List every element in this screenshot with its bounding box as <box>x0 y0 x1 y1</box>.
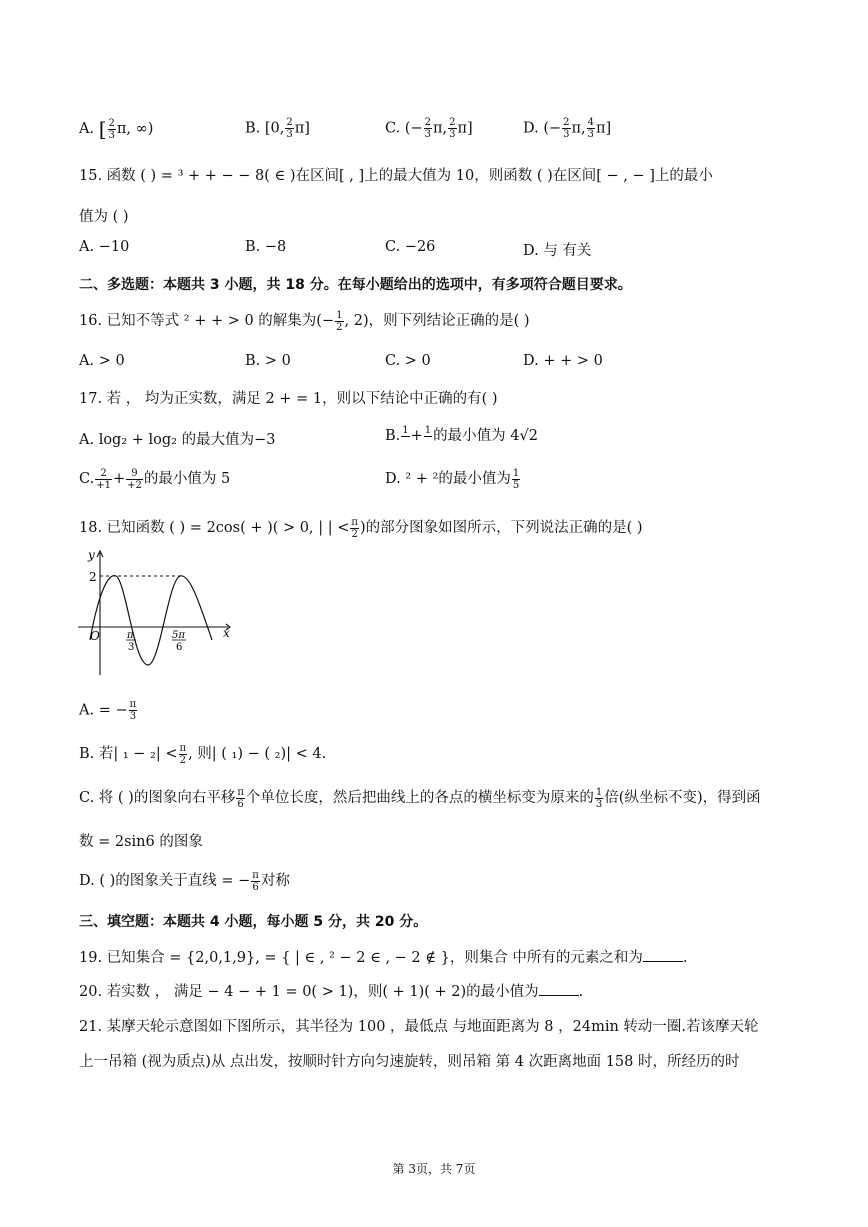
tick1-denominator: 3 <box>128 642 135 653</box>
q21-stem-line1: 21. 某摩天轮示意图如下图所示，其半径为 100 ，最低点 与地面距离为 8 ，24min 转动一圈.若该摩天轮 <box>79 1019 759 1035</box>
q16-stem: 16. 已知不等式 ² + + > 0 的解集为(− $\frac{1}{2}$ , 2)，则下列结论正确的是( ) <box>79 309 530 333</box>
q18-option-b: B. 若| ₁ − ₂| < $\frac{\pi}{2}$ , 则| ( ₁) − ( ₂)| < 4. <box>79 742 327 766</box>
q21-stem-line2: 上一吊箱 (视为质点)从 点出发，按顺时针方向匀速旋转，则吊箱 第 4 次距离地面 158 时，所经历的时 <box>79 1054 740 1070</box>
q18-option-d: D. ( )的图象关于直线 = − $\frac{\pi}{6}$ 对称 <box>79 869 290 893</box>
q15-option-b: B. −8 <box>245 239 287 255</box>
q15-option-d: D. 与 有关 <box>523 243 592 259</box>
x-axis-label: x <box>223 626 230 640</box>
cosine-curve <box>90 576 212 665</box>
q20-answer-blank[interactable] <box>539 983 579 996</box>
q14-option-c: C. (− $\frac{2}{3}$ π, $\frac{2}{3}$ π] <box>385 117 473 140</box>
q20-stem: 20. 若实数 ， 满足 − 4 − + 1 = 0( > 1)，则( + 1)( + 2)的最小值为 . <box>79 984 584 1000</box>
tick2-denominator: 6 <box>176 642 183 653</box>
q18-option-c: C. 将 ( )的图象向右平移 $\frac{\pi}{6}$ 个单位长度，然后把曲线上的各点的横坐标变为原来的 $\frac{1}{3}$ 倍(纵坐标不变)，得到函 <box>79 786 761 810</box>
q17-stem: 17. 若 ， 均为正实数，满足 2 + = 1，则以下结论中正确的有( ) <box>79 391 498 407</box>
q18-stem: 18. 已知函数 ( ) = 2cos( + )( > 0, | | < $\frac{\pi}{2}$ )的部分图象如图所示，下列说法正确的是( ) <box>79 516 643 540</box>
section-2-heading: 二、多选题：本题共 3 小题，共 18 分。在每小题给出的选项中，有多项符合题目要求。 <box>79 277 632 293</box>
q17-option-c: C. $\frac{2}{+1}$ + $\frac{9}{+2}$ 的最小值为 5 <box>79 467 231 491</box>
q14-option-b: B. [0, $\frac{2}{3}$ π] <box>245 117 310 140</box>
q17-option-b: B. 1 + 1 的最小值为 4√2 <box>385 424 538 444</box>
q18-option-c-line2: 数 = 2sin6 的图象 <box>79 834 203 850</box>
q16-option-a: A. > 0 <box>79 353 125 369</box>
tick1-numerator: π <box>127 630 134 641</box>
tick2-numerator: 5π <box>172 630 185 641</box>
page-footer: 第 3页，共 7页 <box>392 1162 476 1176</box>
q15-option-a: A. −10 <box>79 239 130 255</box>
section-3-heading: 三、填空题：本题共 4 小题，每小题 5 分，共 20 分。 <box>79 914 428 930</box>
q17-option-a: A. log₂ + log₂ 的最大值为−3 <box>79 432 276 448</box>
q18-cosine-graph <box>78 545 238 680</box>
y-axis-label: y <box>88 548 95 562</box>
peak-value-label: 2 <box>89 570 97 584</box>
q19-stem: 19. 已知集合 = {2,0,1,9}, = { | ∈ , ² − 2 ∈ , − 2 ∉ }，则集合 中所有的元素之和为 . <box>79 950 688 966</box>
q15-stem-line2: 值为 ( ) <box>79 209 129 225</box>
q15-option-c: C. −26 <box>385 239 436 255</box>
q14-option-d: D. (− $\frac{2}{3}$ π, $\frac{4}{3}$ π] <box>523 117 612 140</box>
origin-label: O <box>90 629 100 643</box>
q14-option-a: A. [ $\frac{2}{3}$ π, ∞) <box>79 117 154 141</box>
q16-option-c: C. > 0 <box>385 353 431 369</box>
q15-stem-line1: 15. 函数 ( ) = ³ + + − − 8( ∈ )在区间[ , ]上的最大值为 10，则函数 ( )在区间[ − , − ]上的最小 <box>79 168 713 184</box>
q16-option-d: D. + + > 0 <box>523 353 603 369</box>
q18-option-a: A. = − $\frac{\pi}{3}$ <box>79 699 137 722</box>
q16-option-b: B. > 0 <box>245 353 291 369</box>
q17-option-d: D. ² + ²的最小值为 $\frac{1}{5}$ <box>385 467 520 491</box>
q19-answer-blank[interactable] <box>643 949 683 962</box>
